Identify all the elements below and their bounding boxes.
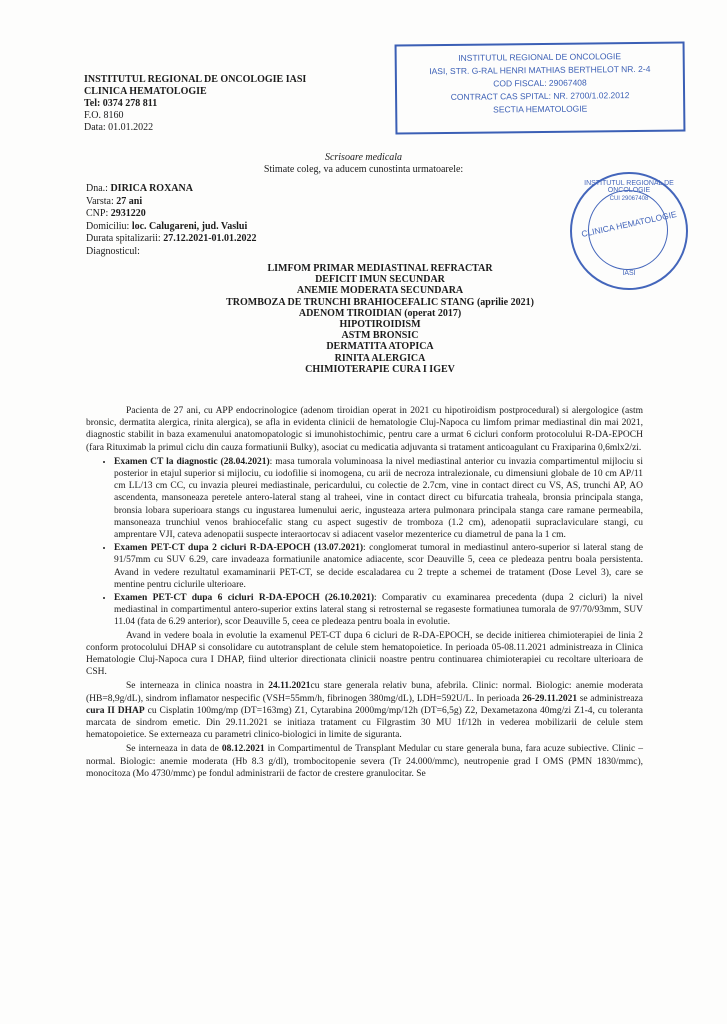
diagnosis-item: CHIMIOTERAPIE CURA I IGEV [305, 363, 455, 375]
round-seal [570, 172, 688, 290]
patient-cnp-row: CNP: 2931220 [86, 208, 146, 219]
patient-address-row: Domiciliu: loc. Calugareni, jud. Vaslui [86, 220, 248, 232]
diagnosis-list [180, 263, 580, 375]
pet-ct-2-item: • Examen PET-CT dupa 6 cicluri R-DA-EPOCH (26.10.2021): Comparativ cu examinarea precedenta (dupa 2 cicluri) la nivel mediastinal in compartimentul antero-superior extins lateral stang si retrosternal se regaseste formatiunea tumorala de 97/70/93mm, SUV 11.04 (fata de 6.29 anterior), scor Deauville 5, ceea ce pledeaza pentru boala in evolutie. [114, 592, 643, 629]
diagnosis-item: ADENOM TIROIDIAN (operat 2017) [298, 307, 462, 319]
stamp-line-3: COD FISCAL: 29067408 [493, 77, 587, 89]
header-block [84, 74, 306, 134]
diagnosis-item: DERMATITA ATOPICA [326, 341, 434, 353]
institution-stamp [395, 41, 686, 134]
stamp-line-1: INSTITUTUL REGIONAL DE ONCOLOGIE [458, 51, 622, 63]
clinic-name: CLINICA HEMATOLOGIE [84, 86, 207, 97]
stamp-line-5: SECTIA HEMATOLOGIE [493, 103, 588, 115]
transplant-paragraph: Se interneaza in data de 08.12.2021 in Compartimentul de Transplant Medular cu stare generala buna, fara acuze subiective. Clinic – normal. Biologic: anemie moderata (Hb 8.3 g/dl), trombocitopenie severa (Tr 24.000/mmc), neutropenie grad I OMS (PMN 1830/mmc), monocitoza (Mo 4730/mmc) pe fondul administrarii de factor de crestere granulocitar. Se [86, 744, 643, 779]
stamp-line-4: CONTRACT CAS SPITAL: NR. 2700/1.02.2012 [450, 90, 630, 102]
seal-cui: CUI 29067408 [609, 196, 649, 202]
diagnosis-item: ANEMIE MODERATA SECUNDARA [296, 285, 464, 297]
evolution-paragraph: Avand in vedere boala in evolutie la examenul PET-CT dupa 6 cicluri de R-DA-EPOCH, se decide initierea chimioterapiei de linia 2 conform protocolului DHAP si consolidare cu autotransplant de celule stem hematopoietice. In perioada 05-08.11.2021 administreaza in Clinica Hematologie Cluj-Napoca cura I DHAP, fiind ulterior directionata clinicii noastre pentru continuarea chimioterapiei cu recoltare ulterioara de CSH. [86, 630, 643, 678]
seal-bottom: IASI [622, 270, 636, 277]
patient-info [86, 183, 257, 258]
diagnosis-label: Diagnosticul: [86, 245, 140, 257]
patient-stay-row: Durata spitalizarii: 27.12.2021-01.01.2022 [86, 233, 257, 244]
history-paragraph: Pacienta de 27 ani, cu APP endocrinologice (adenom tiroidian operat in 2021 cu hipotiroidism postprocedural) si alergologice (astm bronsic, dermatita alergica, rinita alergica), se afla in evidenta clinicii de hematologie Cluj-Napoca cu limfom primar mediastinal din mai 2021, diagnostic stabilit in baza examenului anatomopatologic si imunohistochimic, pentru care a urmat 6 cicluri conform protocolului R-DA-EPOCH (fara Rituximab la primul ciclu din cauza formatiunii Bulky), asociat cu medicatia adjuvanta si tratament anticoagulant cu Fraxiparina 0,6mlx2/zi. [86, 406, 643, 453]
stamp-line-2: IASI, STR. G-RAL HENRI MATHIAS BERTHELOT NR. 2-4 [429, 63, 651, 77]
phone: Tel: 0374 278 811 [84, 98, 158, 109]
pet-ct-1-item: • Examen PET-CT dupa 2 cicluri R-DA-EPOCH (13.07.2021): conglomerat tumoral in mediastinul antero-superior si lateral stang de 91/57mm cu SUV 6.29, care invadeaza formatiunile anatomice adiacente, scor Deauville 5, ceea ce pledeaza pentru boala persistenta. Avand in vedere rezultatul examaminarii PET-CT, se decide escaladarea cu 2 trepte a schemei de tratament (Dose Level 3), care se mentine pentru ciclurile ulterioare. [114, 542, 643, 591]
fo-number: F.O. 8160 [84, 110, 124, 121]
greeting: Stimate coleg, va aducem cunostinta urmatoarele: [263, 164, 464, 175]
patient-age-row: Varsta: 27 ani [86, 195, 143, 207]
diagnosis-item: HIPOTIROIDISM [339, 319, 421, 331]
patient-name-row: Dna.: DIRICA ROXANA [86, 183, 193, 194]
ct-exam-item: • Examen CT la diagnostic (28.04.2021): masa tumorala voluminoasa la nivel mediastinal anterior cu invazia compartimentul mijlociu si posterior in etajul superior si mijlociu, cu iodofilie si inomogena, cu arii de necroza intralezionale, cu dimensiuni globale de 10 cm AP/11 cm LL/13 cm CC, cu invazia pleurei mediastinale, pericardului, cu colectie de 2.7cm, vine in contact direct cu VS, AS, trunchi AP, AO ascendenta, mansoneaza peretele antero-lateral stang al traheei, vine in contact direct cu bifurcatia traheala, bronsia principala stanga, bronsia lobara superioara stangs cu ingustarea lumenului aeric, ingusteaza artera pulmonara principala stanga care ramane permeabila, mansoneaza trunchiul venos brahiocefalic stang cu aspect sugestiv de tromboza (1.2 cm), adenopatii supraclaviculare stangi, cu amprentare VJI, cateva adenopatii suspecte interaortocav si adiacent vaselor mezenterice cu diametrul de pana la 1 cm. [114, 456, 643, 541]
admission-paragraph: Se interneaza in clinica noastra in 24.11.2021cu stare generala relativ buna, afebrila. Clinic: normal. Biologic: anemie moderata (HB=8,9g/dL), sindrom inflamator nespecific (VSH=55mm/h, fibrinogen 380mg/dL), LDH=592U/L. In perioada 26-29.11.2021 se administreaza cura II DHAP cu Cisplatin 100mg/mp (DT=163mg) Z1, Cytarabina 2000mg/mp/12h (DT=6,5g) Z2, Dexametazona 40mg/zi Z1-4, cu toleranta marcata de sindrom emetic. Din 29.11.2021 se initiaza tratament cu Filgrastim 30 MU 1f/12h in vederea mobilizarii de celule stem hematopoietice. Se externeaza cu parametri clinico-biologici in limite de siguranta. [86, 681, 644, 741]
seal-middle: CLINICA HEMATOLOGIE [580, 209, 678, 239]
letter-title: Scrisoare medicala [324, 152, 403, 163]
diagnosis-item: DEFICIT IMUN SECUNDAR [315, 274, 445, 286]
letter-body [86, 405, 643, 782]
date: Data: 01.01.2022 [84, 122, 154, 133]
diagnosis-item: RINITA ALERGICA [334, 352, 426, 364]
diagnosis-item: ASTM BRONSIC [341, 330, 419, 342]
institute-name: INSTITUTUL REGIONAL DE ONCOLOGIE IASI [84, 74, 307, 85]
diagnosis-item: TROMBOZA DE TRUNCHI BRAHIOCEFALIC STANG (aprilie 2021) [226, 296, 534, 308]
diagnosis-item: LIMFOM PRIMAR MEDIASTINAL REFRACTAR [267, 263, 493, 274]
exam-list [86, 456, 643, 629]
seal-top-text: INSTITUTUL REGIONAL DE ONCOLOGIE [584, 180, 674, 194]
